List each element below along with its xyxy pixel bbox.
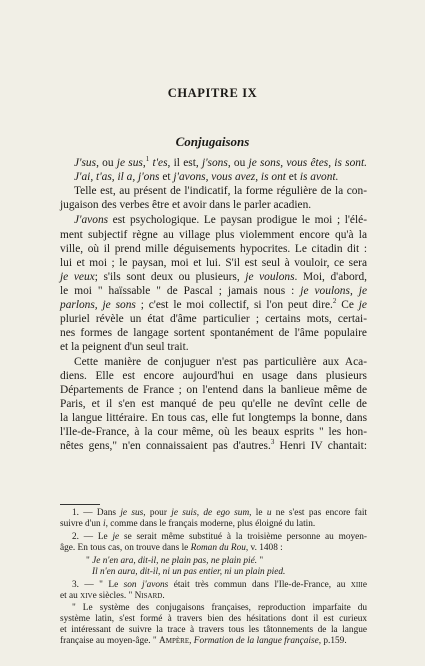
body-line: nêtes gens," n'en connaissaient pas d'autres.$^3$ Henri IV chantait: bbox=[60, 438, 367, 452]
body-line: pluriel révèle un état d'âme particulier ; certains mots, certai- bbox=[60, 313, 367, 325]
body-line: l'Ile-de-France, à la cour même, où les beaux esprits " les hon- bbox=[60, 426, 367, 438]
body-line: la langue littéraire. En tous cas, elle fut longtemps la bonne, dans bbox=[60, 412, 367, 424]
footnote-line: 1. — Dans je sus, pour je suis, de ego sum, le u ne s'est pas encore fait bbox=[72, 508, 368, 518]
footnote-line: âge. En tous cas, on trouve dans le Roman du Rou, v. 1408 : bbox=[60, 543, 283, 553]
body-line: J'ai, t'as, il a, j'ons et j'avons, vous avez, is ont et is avont. bbox=[74, 171, 339, 183]
body-line: J'avons est psychologique. Le paysan prodigue le moi ; l'élé- bbox=[74, 214, 367, 226]
body-line: je veux; s'ils sont deux ou plusieurs, je voulons. Moi, d'abord, bbox=[60, 271, 367, 283]
footnote-line: suivre d'un i, comme dans le français moderne, plus éloigné du latin. bbox=[60, 519, 316, 529]
footnote-line: " Je n'en ara, dit-il, ne plain pas, ne plain pié. " bbox=[86, 556, 264, 566]
body-line: Paris, et il s'en est manqué de peu qu'elle ne devînt celle de bbox=[60, 398, 367, 410]
body-line: Départements de France ; on l'entend dans la banlieue même de bbox=[60, 384, 367, 396]
body-line: parlons, je sons ; c'est le moi collectif, si l'on peut dire.$^2$ Ce je bbox=[60, 297, 367, 311]
body-line: nes formes de langage sortent spontanément de l'âme populaire bbox=[60, 327, 367, 339]
footnote-line: et au xive siècles. " Nisard. bbox=[60, 591, 165, 601]
footnote-line: et intéressant de suivre la trace à travers tous les tâtonnements de la langue bbox=[60, 625, 367, 635]
footnote-line: " Le système des conjugaisons françaises, reproduction imparfaite du bbox=[72, 603, 367, 613]
body-line: et la peignent d'un seul trait. bbox=[60, 341, 189, 353]
footnote-divider bbox=[60, 504, 100, 505]
body-line: le moi " haïssable " de Pascal ; jamais nous : je voulons, je bbox=[60, 285, 367, 297]
chapter-heading: CHAPITRE IX bbox=[167, 86, 258, 100]
footnote-line: 3. — " Le son j'avons était très commun dans l'Ile-de-France, au xiiie bbox=[72, 580, 367, 590]
body-line: ment subjectif règne au village plus violemment encore qu'à la bbox=[60, 229, 367, 241]
body-line: diens. Elle est encore aujourd'hui en usage dans plusieurs bbox=[60, 370, 367, 382]
body-line: lui et moi ; le paysan, moi et lui. S'il est seul à vouloir, ce sera bbox=[60, 257, 367, 269]
body-line: ville, où il prend mille déguisements hypocrites. Le citadin dit : bbox=[60, 243, 367, 255]
body-line: Telle est, au présent de l'indicatif, la forme régulière de la con- bbox=[74, 185, 367, 197]
body-line: jugaison des verbes être et avoir dans le parler acadien. bbox=[60, 199, 312, 211]
body-line: Cette manière de conjuguer n'est pas particulière aux Aca- bbox=[74, 356, 367, 368]
chapter-subtitle: Conjugaisons bbox=[175, 134, 250, 149]
footnote-line: 2. — Le je se serait même substitué à la troisième personne au moyen- bbox=[72, 532, 367, 542]
body-line: J'sus, ou je sus,$^1$ t'es, il est, j'sons, ou je sons, vous êtes, is sont. bbox=[74, 155, 367, 169]
footnote-line: système latin, s'est formé à travers bien des hésitations dont il est curieux bbox=[60, 614, 367, 624]
footnote-line: Il n'en aura, dit-il, ni un pas entier, ni un plain pied. bbox=[92, 567, 286, 577]
footnote-line: française au moyen-âge. " Ampère, Formation de la langue française, p.159. bbox=[60, 636, 347, 646]
